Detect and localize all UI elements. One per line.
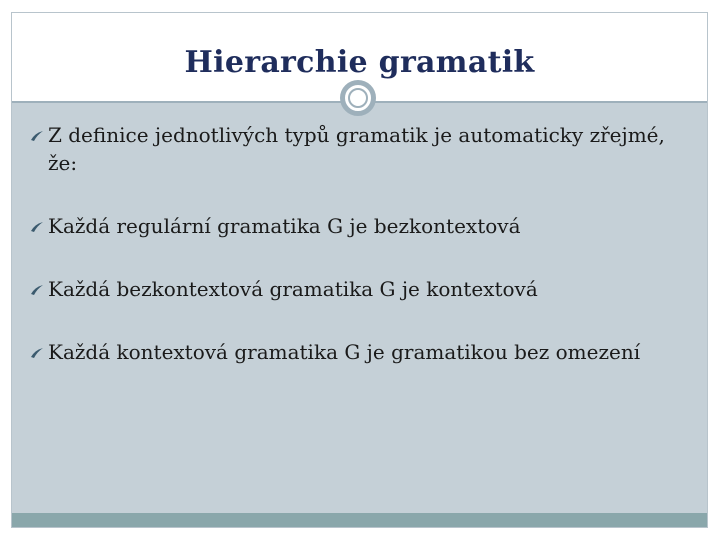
bullet-text: Každá kontextová gramatika G je gramatikou bez omezení <box>48 340 641 364</box>
bullet-item <box>30 121 670 177</box>
bullet-text: Každá regulární gramatika G je bezkontextová <box>48 214 521 238</box>
circle-ornament-icon <box>340 80 376 116</box>
swoosh-bullet-icon <box>30 347 44 359</box>
swoosh-bullet-icon <box>30 221 44 233</box>
footer-bar <box>12 513 707 527</box>
slide-frame <box>11 12 708 528</box>
bullet-list <box>30 121 670 401</box>
bullet-text: Z definice jednotlivých typů gramatik je automaticky zřejmé, že: <box>48 123 665 175</box>
bullet-item <box>30 212 670 240</box>
bullet-text: Každá bezkontextová gramatika G je kontextová <box>48 277 538 301</box>
swoosh-bullet-icon <box>30 130 44 142</box>
bullet-item <box>30 338 670 366</box>
slide-title: Hierarchie gramatik <box>184 45 535 80</box>
circle-inner-ring <box>348 88 368 108</box>
swoosh-bullet-icon <box>30 284 44 296</box>
bullet-item <box>30 275 670 303</box>
